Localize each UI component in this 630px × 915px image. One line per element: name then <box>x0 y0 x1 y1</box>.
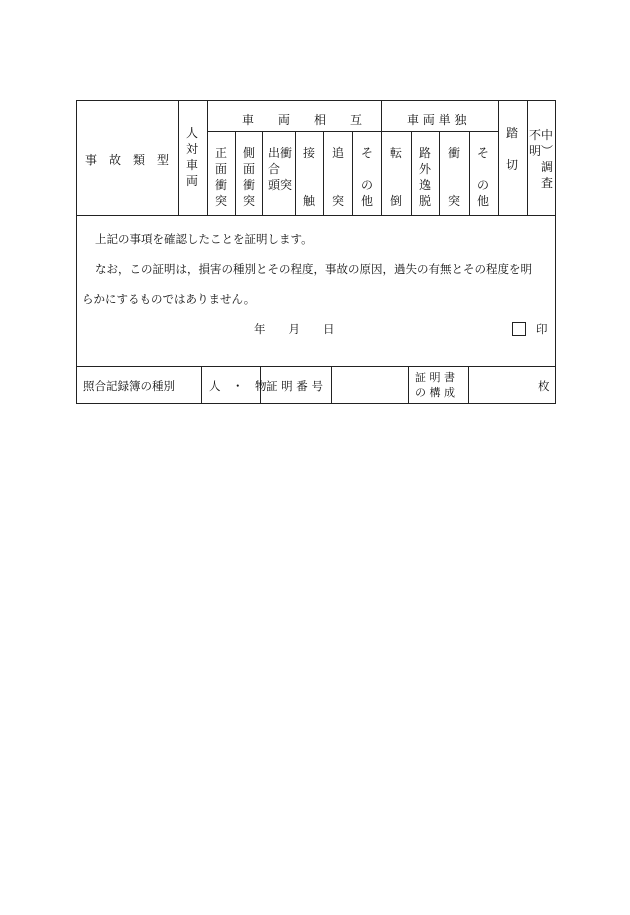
subcol-rear-end: 追 突 <box>331 146 344 208</box>
subcol-collision: 衝 突 <box>447 146 460 208</box>
person-thing-label: 人 ・ 物 <box>209 379 267 393</box>
grid-line <box>235 131 236 215</box>
register-type-label: 照合記録簿の種別 <box>83 379 175 393</box>
grid-line <box>439 131 440 215</box>
subcol-crossing-a: 出 合 頭 <box>267 146 280 192</box>
subcol-mutual-other: そ の 他 <box>360 146 373 208</box>
railroad-crossing-label: 踏 切 <box>505 126 518 172</box>
disclaimer-line-2: らかにするものではありません。 <box>82 292 256 306</box>
certificate-number-label: 証 明 番 号 <box>266 379 323 393</box>
grid-line <box>331 366 332 404</box>
subcol-crossing-b: 衝 突 <box>279 146 292 192</box>
person-vs-vehicle-label: 人 対 車 両 <box>185 126 198 188</box>
grid-line <box>201 366 202 404</box>
grid-line <box>468 366 469 404</box>
subcol-single-other: そ の 他 <box>476 146 489 208</box>
sheet-count-label: 枚 <box>538 379 550 393</box>
subcol-side: 側 面 衝 突 <box>242 146 255 208</box>
grid-line <box>352 131 353 215</box>
grid-line <box>323 131 324 215</box>
certificate-structure-label-2: の 構 成 <box>415 386 455 399</box>
disclaimer-line-1: なお，この証明は，損害の種別とその程度，事故の原因，過失の有無とその程度を明 <box>95 262 532 276</box>
grid-line <box>411 131 412 215</box>
date-field: 年 月 日 <box>254 322 335 336</box>
grid-line <box>207 101 208 215</box>
grid-line <box>408 366 409 404</box>
grid-line <box>178 101 179 215</box>
grid-line <box>469 131 470 215</box>
unknown-label: 不 明 <box>528 128 541 158</box>
grid-line <box>381 101 382 215</box>
subcol-contact: 接 触 <box>302 146 315 208</box>
accident-type-label: 事 故 類 型 <box>85 153 170 167</box>
certificate-structure-label-1: 証 明 書 <box>415 371 455 384</box>
body-bottom-line <box>77 366 555 367</box>
subcol-head-on: 正 面 衝 突 <box>214 146 227 208</box>
under-investigation-label: 中 ︶ 調 査 <box>540 128 553 190</box>
table-bottom-line <box>77 215 555 216</box>
vehicle-mutual-label: 車 両 相 互 <box>242 113 363 127</box>
grid-line <box>262 131 263 215</box>
subcol-overturn: 転 倒 <box>389 146 402 208</box>
seal-label: 印 <box>536 322 548 336</box>
grid-line <box>498 101 499 215</box>
accident-certificate-form <box>76 100 556 404</box>
seal-box <box>512 322 526 336</box>
certification-statement: 上記の事項を確認したことを証明します。 <box>95 232 313 246</box>
vehicle-single-label: 車 両 単 独 <box>407 113 467 127</box>
subcol-road-departure: 路 外 逸 脱 <box>418 146 431 208</box>
